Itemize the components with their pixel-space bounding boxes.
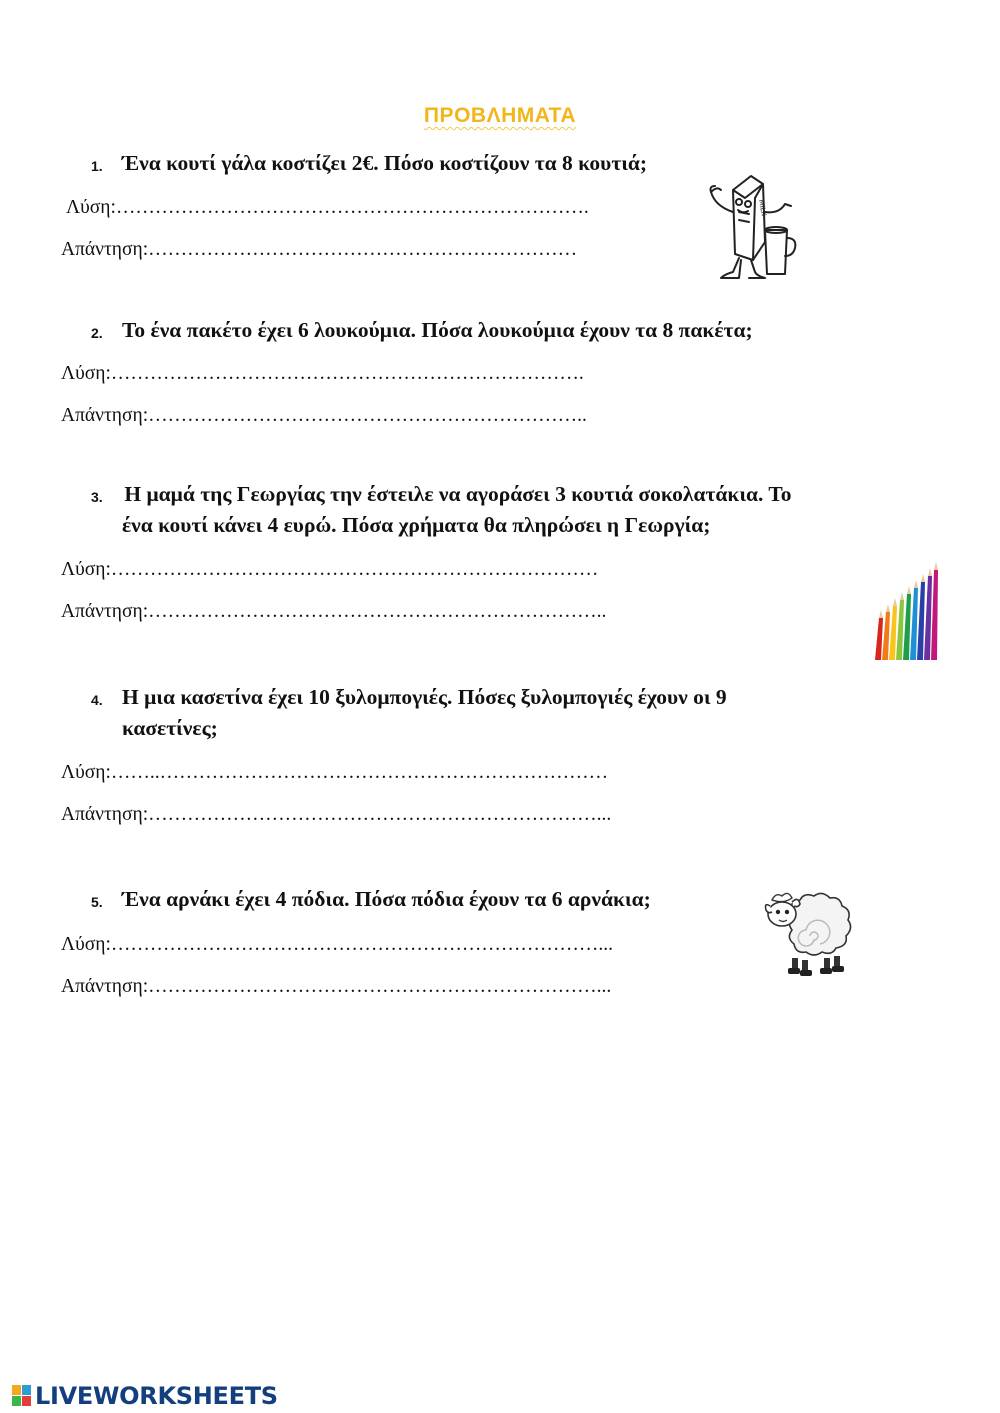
sheep-icon	[762, 884, 854, 980]
problem-2-number: 2.	[91, 325, 103, 341]
problem-2-answer-line[interactable]: Απάντηση:…………………………………………………………..	[61, 405, 587, 426]
problem-3-question-line-1: Η μαμά της Γεωργίας την έστειλε να αγοράσει 3 κουτιά σοκολατάκια. Το	[119, 482, 792, 506]
problem-4-question-line-2: κασετίνες;	[122, 716, 218, 740]
problem-5-answer-line[interactable]: Απάντηση:……………………………………………………………...	[61, 976, 612, 997]
problem-4-answer-line[interactable]: Απάντηση:……………………………………………………………...	[61, 804, 612, 825]
liveworksheets-cube-icon	[12, 1385, 32, 1407]
problem-4-number: 4.	[91, 692, 103, 708]
problem-3-solution-line[interactable]: Λύση:…………………………………………………………………	[61, 559, 599, 580]
problem-5-question: Ένα αρνάκι έχει 4 πόδια. Πόσα πόδια έχουν τα 6 αρνάκια;	[122, 887, 651, 911]
colored-pencils-icon	[872, 560, 942, 662]
worksheet-title: ΠΡΟΒΛΗΜΑΤΑ	[423, 104, 577, 127]
problem-4-solution-line[interactable]: Λύση:……..……………………………………………………………	[61, 762, 609, 783]
problem-5-solution-line[interactable]: Λύση:…………………………………………………………………...	[61, 934, 614, 955]
liveworksheets-logo[interactable]	[12, 1382, 278, 1410]
liveworksheets-brand: LIVEWORKSHEETS	[35, 1382, 278, 1410]
problem-3-question-line-2: ένα κουτί κάνει 4 ευρώ. Πόσα χρήματα θα πληρώσει η Γεωργία;	[122, 513, 711, 537]
problem-1-solution-line[interactable]: Λύση:……………………………………………………………….	[66, 197, 589, 218]
problem-2-solution-line[interactable]: Λύση:……………………………………………………………….	[61, 363, 584, 384]
problem-4-question-line-1: Η μια κασετίνα έχει 10 ξυλομπογιές. Πόσες ξυλομπογιές έχουν οι 9	[122, 685, 727, 709]
problem-3-number: 3.	[91, 489, 103, 505]
problem-1-number: 1.	[91, 158, 103, 174]
problem-5-number: 5.	[91, 894, 103, 910]
problem-1-question: Ένα κουτί γάλα κοστίζει 2€. Πόσο κοστίζουν τα 8 κουτιά;	[122, 151, 648, 175]
milk-carton-icon	[703, 172, 808, 282]
problem-2-question: Το ένα πακέτο έχει 6 λουκούμια. Πόσα λουκούμια έχουν τα 8 πακέτα;	[122, 318, 753, 342]
problem-1-answer-line[interactable]: Απάντηση:…………………………………………………………	[61, 239, 578, 260]
problem-3-answer-line[interactable]: Απάντηση:……………………………………………………………..	[61, 601, 607, 622]
svg-text:MILK: MILK	[757, 198, 768, 217]
